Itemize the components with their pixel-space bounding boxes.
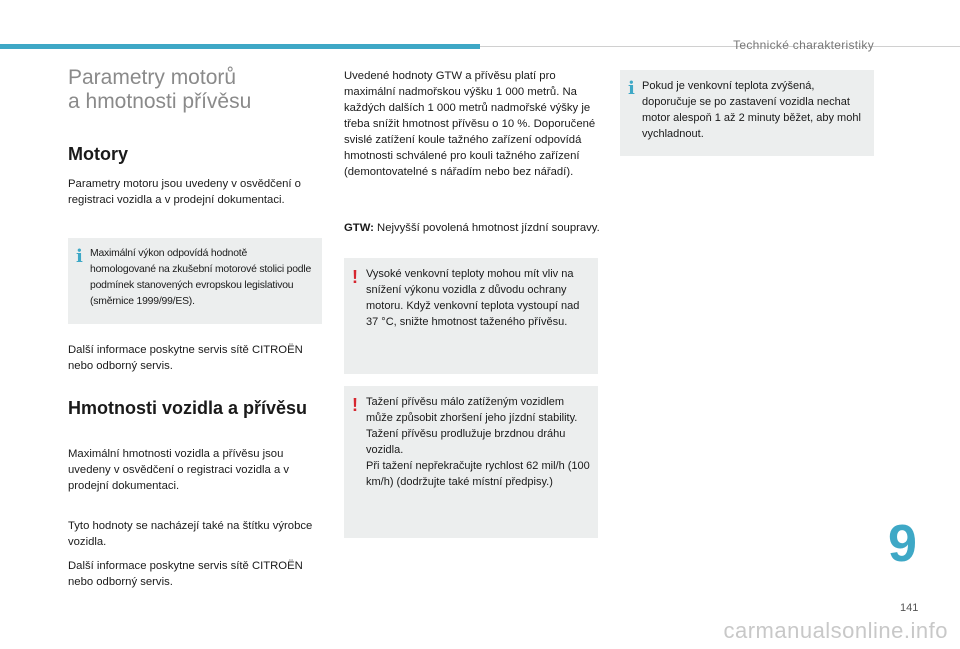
warning-box-text xyxy=(366,394,590,490)
paragraph-gtw-definition xyxy=(344,220,600,236)
warning-icon: ! xyxy=(352,395,358,415)
paragraph-motory: Parametry motoru jsou uvedeny v osvědčení o registraci vozidla a v prodejní dokumentaci. xyxy=(68,178,301,206)
warning-box-high-temperature xyxy=(344,258,598,374)
gtw-label: GTW: xyxy=(344,222,374,234)
paragraph-gtw-values: Uvedené hodnoty GTW a přívěsu platí pro maximální nadmořskou výšku 1 000 metrů. Na každých dalších 1 000 metrů nadmořské výšky je třeba snížit hmotnost přívěsu o 10 %. Doporučené svislé zatížení koule tažného zařízení odpovídá hmotnosti schválené pro kouli tažného zařízení (demontovatelné s nářadím nebo bez nářadí). xyxy=(344,70,596,178)
info-box-max-power xyxy=(68,238,322,324)
info-box-text: Pokud je venkovní teplota zvýšená, doporučuje se po zastavení vozidla nechat motor alespoň 1 až 2 minuty běžet, aby mohl vychladnout. xyxy=(642,80,861,140)
warning-box-text: Vysoké venkovní teploty mohou mít vliv na snížení výkonu vozidla z důvodu ochrany motoru. Když venkovní teplota vystoupí nad 37 °C, snižte hmotnost taženého přívěsu. xyxy=(366,268,580,328)
paragraph-plate: Tyto hodnoty se nacházejí také na štítku výrobce vozidla. xyxy=(68,520,313,548)
heading-hmotnosti: Hmotnosti vozidla a přívěsu xyxy=(68,398,308,418)
info-box-text: Maximální výkon odpovídá hodnotě homologované na zkušební motorové stolici podle podmínek stanovených evropskou legislativou (směrnice 1999/99/ES). xyxy=(90,248,312,307)
watermark: carmanualsonline.info xyxy=(723,618,948,643)
header-accent-bar xyxy=(0,44,480,49)
heading-motory: Motory xyxy=(68,144,128,164)
chapter-number: 9 xyxy=(888,515,917,573)
warning-box-towing xyxy=(344,386,598,538)
section-title xyxy=(68,66,251,114)
section-title-line1: Parametry motorů xyxy=(68,66,237,89)
info-icon: i xyxy=(76,246,83,267)
gtw-definition-text: Nejvyšší povolená hmotnost jízdní soupravy. xyxy=(373,222,600,234)
warning-line-stability: Tažení přívěsu málo zatíženým vozidlem může způsobit zhoršení jeho jízdní stability. xyxy=(366,396,578,424)
warning-line-braking: Tažení přívěsu prodlužuje brzdnou dráhu vozidla. xyxy=(366,428,566,456)
warning-line-speed: Při tažení nepřekračujte rychlost 62 mil/h (100 km/h) (dodržujte také místní předpisy.) xyxy=(366,460,590,488)
section-title-line2: a hmotnosti přívěsu xyxy=(68,90,252,113)
warning-icon: ! xyxy=(352,267,358,287)
info-icon: i xyxy=(628,78,635,99)
paragraph-further-info-1: Další informace poskytne servis sítě CITROËN nebo odborný servis. xyxy=(68,344,303,372)
paragraph-further-info-2: Další informace poskytne servis sítě CITROËN nebo odborný servis. xyxy=(68,560,303,588)
header-divider xyxy=(480,46,960,47)
page-number: 141 xyxy=(900,602,919,614)
page-header-title: Technické charakteristiky xyxy=(733,38,874,52)
paragraph-weights: Maximální hmotnosti vozidla a přívěsu jsou uvedeny v osvědčení o registraci vozidla a v prodejní dokumentaci. xyxy=(68,448,290,492)
info-box-cooling xyxy=(620,70,874,156)
